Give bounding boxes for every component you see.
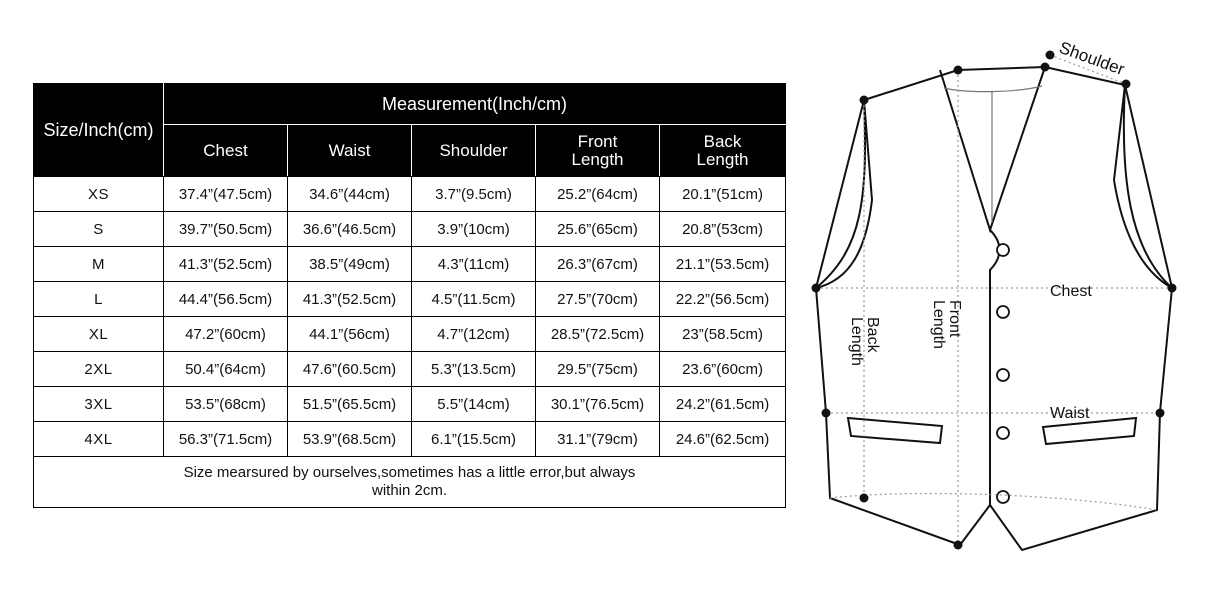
shoulder-label: Shoulder [1056, 37, 1128, 80]
measurement-cell: 4.5”(11.5cm) [412, 282, 536, 317]
back-neck-inner [944, 86, 1042, 92]
chest-label: Chest [1050, 283, 1092, 300]
point [812, 284, 821, 293]
measurement-cell: 24.2”(61.5cm) [660, 387, 786, 422]
point [1168, 284, 1177, 293]
measurement-cell: 24.6”(62.5cm) [660, 422, 786, 457]
table-row [34, 177, 786, 212]
guide-lines [816, 55, 1172, 545]
measurement-cell: 30.1”(76.5cm) [536, 387, 660, 422]
measurement-cell: 47.2”(60cm) [164, 317, 288, 352]
point [954, 541, 963, 550]
hem-guide [830, 494, 1157, 510]
measurement-cell: 31.1”(79cm) [536, 422, 660, 457]
column-header-line: Length [571, 149, 624, 169]
column-header [412, 125, 536, 177]
measurement-cell: 22.2”(56.5cm) [660, 282, 786, 317]
measurement-cell: 21.1”(53.5cm) [660, 247, 786, 282]
point [1122, 80, 1131, 89]
measurement-cell: 5.5”(14cm) [412, 387, 536, 422]
measurement-cell: 34.6”(44cm) [288, 177, 412, 212]
column-header [164, 125, 288, 177]
measurement-cell: 3.9”(10cm) [412, 212, 536, 247]
measurement-cell: 5.3”(13.5cm) [412, 352, 536, 387]
measurement-cell: 28.5”(72.5cm) [536, 317, 660, 352]
point [954, 66, 963, 75]
size-cell: S [34, 212, 164, 247]
point [822, 409, 831, 418]
button [997, 244, 1009, 256]
point [1046, 51, 1055, 60]
measurement-cell: 25.2”(64cm) [536, 177, 660, 212]
button [997, 427, 1009, 439]
table-row [34, 212, 786, 247]
size-cell: 4XL [34, 422, 164, 457]
measurement-cell: 50.4”(64cm) [164, 352, 288, 387]
table-row [34, 247, 786, 282]
measurement-cell: 51.5”(65.5cm) [288, 387, 412, 422]
table-row [34, 387, 786, 422]
size-cell: 2XL [34, 352, 164, 387]
column-header [536, 125, 660, 177]
vest-measurement-diagram [800, 30, 1190, 560]
front-placket [990, 230, 999, 505]
column-header-line: Length [696, 149, 749, 169]
size-chart-table [33, 83, 786, 508]
measurement-cell: 41.3”(52.5cm) [288, 282, 412, 317]
column-header-line: Back [703, 131, 742, 151]
button [997, 306, 1009, 318]
size-cell: XS [34, 177, 164, 212]
measurement-cell: 56.3”(71.5cm) [164, 422, 288, 457]
column-header-line: Waist [328, 140, 371, 160]
measurement-cell: 47.6”(60.5cm) [288, 352, 412, 387]
size-cell: M [34, 247, 164, 282]
measurement-cell: 44.4”(56.5cm) [164, 282, 288, 317]
column-header-line: Front [577, 131, 618, 151]
right-armhole [1114, 85, 1172, 288]
buttons [997, 244, 1009, 503]
column-header [288, 125, 412, 177]
button [997, 491, 1009, 503]
back-length-label-line1: Back [864, 317, 881, 353]
left-armhole [816, 100, 872, 288]
table-row [34, 422, 786, 457]
measurement-cell: 23”(58.5cm) [660, 317, 786, 352]
size-cell: 3XL [34, 387, 164, 422]
column-header-line: Chest [203, 140, 248, 160]
measurement-cell: 36.6”(46.5cm) [288, 212, 412, 247]
point [860, 96, 869, 105]
front-length-label-line1: Front [946, 300, 963, 338]
measurement-cell: 53.5”(68cm) [164, 387, 288, 422]
size-column-header: Size/Inch(cm) [34, 84, 164, 177]
measurement-cell: 20.8”(53cm) [660, 212, 786, 247]
table-row [34, 317, 786, 352]
measurement-cell: 41.3”(52.5cm) [164, 247, 288, 282]
measurement-cell: 4.7”(12cm) [412, 317, 536, 352]
measurement-cell: 4.3”(11cm) [412, 247, 536, 282]
point [1041, 63, 1050, 72]
point [860, 494, 869, 503]
measurement-cell: 3.7”(9.5cm) [412, 177, 536, 212]
back-length-label-line2: Length [848, 317, 865, 366]
left-pocket [848, 418, 942, 443]
button [997, 369, 1009, 381]
measurement-cell: 39.7”(50.5cm) [164, 212, 288, 247]
measurement-cell: 38.5”(49cm) [288, 247, 412, 282]
table-row [34, 352, 786, 387]
table-row [34, 282, 786, 317]
measurement-group-header: Measurement(Inch/cm) [164, 84, 786, 125]
measurement-cell: 26.3”(67cm) [536, 247, 660, 282]
measurement-cell: 53.9”(68.5cm) [288, 422, 412, 457]
table-footnote [34, 457, 786, 508]
waist-label: Waist [1050, 405, 1090, 422]
measurement-cell: 20.1”(51cm) [660, 177, 786, 212]
measurement-cell: 44.1”(56cm) [288, 317, 412, 352]
measurement-cell: 6.1”(15.5cm) [412, 422, 536, 457]
size-cell: XL [34, 317, 164, 352]
measurement-cell: 37.4”(47.5cm) [164, 177, 288, 212]
measurement-cell: 23.6”(60cm) [660, 352, 786, 387]
measurement-cell: 27.5”(70cm) [536, 282, 660, 317]
measurement-cell: 29.5”(75cm) [536, 352, 660, 387]
front-length-label-line2: Length [930, 300, 947, 349]
footnote-text: Size mearsured by ourselves,sometimes has a little error,but always within 2cm. [183, 464, 636, 499]
point [1156, 409, 1165, 418]
column-header [660, 125, 786, 177]
column-header-line: Shoulder [439, 140, 508, 160]
measurement-cell: 25.6”(65cm) [536, 212, 660, 247]
size-cell: L [34, 282, 164, 317]
